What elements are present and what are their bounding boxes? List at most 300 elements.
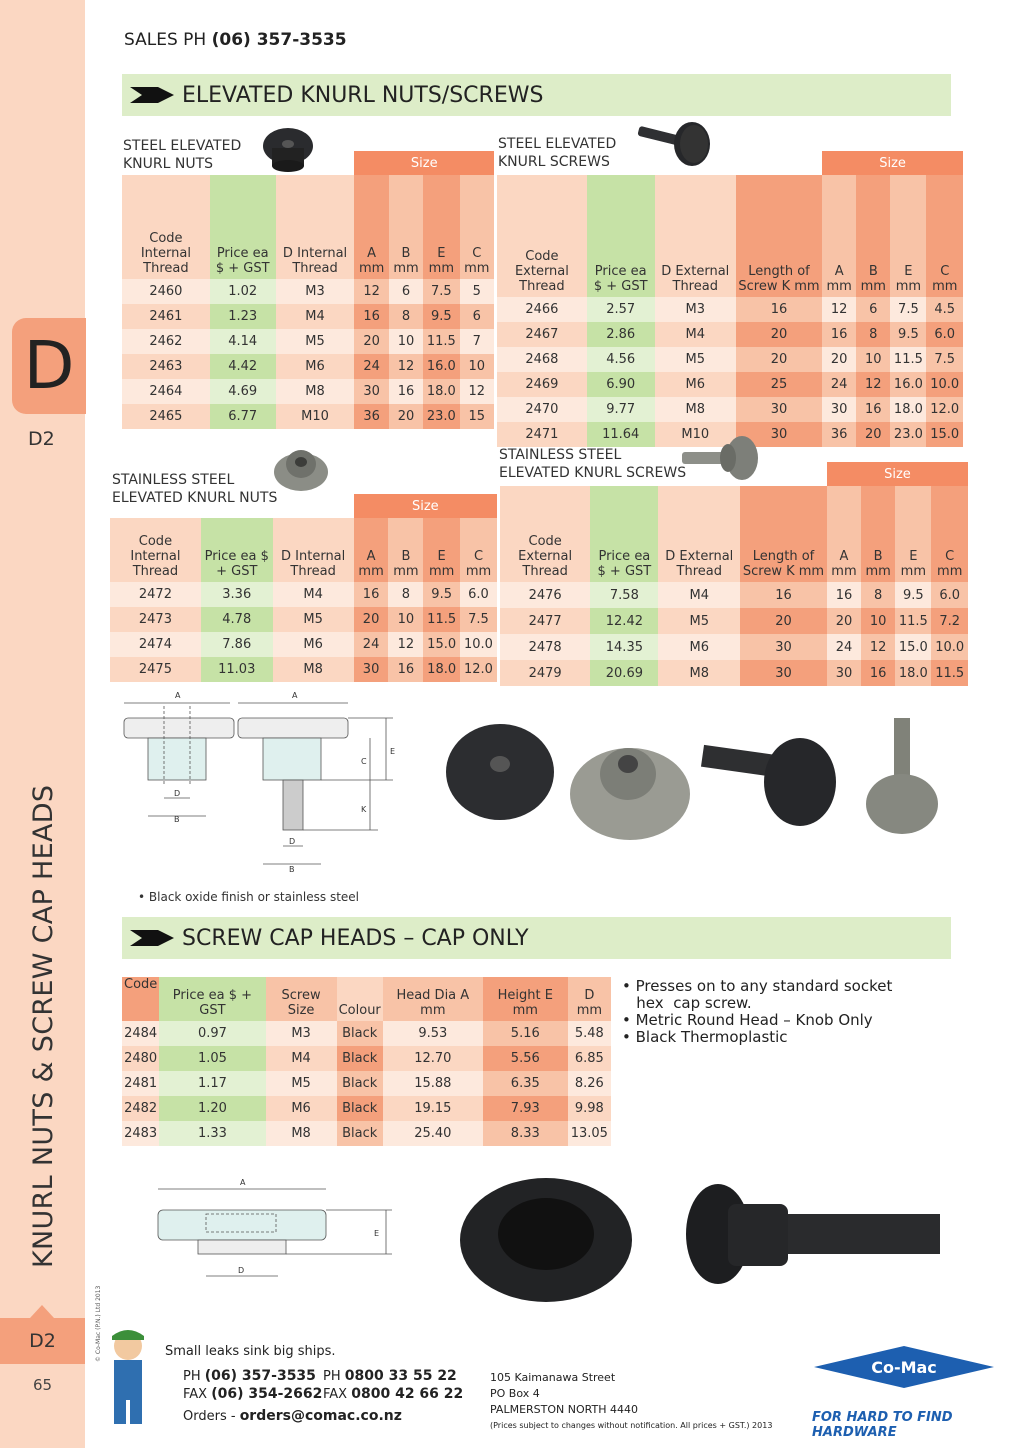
- table-cell: 30: [822, 397, 856, 422]
- stainless-nut-photo: [272, 442, 330, 492]
- table-cell: 7.5: [890, 297, 926, 322]
- label-line: STEEL ELEVATED: [123, 138, 242, 154]
- feature-item: hex cap screw.: [622, 994, 752, 1012]
- table-cell: M4: [276, 304, 355, 329]
- table-cell: 6.35: [483, 1071, 568, 1096]
- table-cell: M8: [273, 657, 354, 682]
- table-cell: 6: [389, 279, 423, 304]
- table-cell: 24: [354, 354, 388, 379]
- table-cell: 2470: [497, 397, 587, 422]
- table-cell: 2476: [500, 582, 590, 608]
- label-line: ELEVATED KNURL SCREWS: [499, 465, 687, 481]
- table-cell: 11.64: [587, 422, 655, 447]
- table-cell: 18.0: [423, 657, 460, 682]
- table-cell: 7.2: [931, 608, 968, 634]
- table-cell: 12: [856, 372, 890, 397]
- table-cell: 8: [856, 322, 890, 347]
- column-header: Colour: [337, 977, 383, 1021]
- table-row: [500, 660, 968, 686]
- table-cell: 30: [736, 422, 822, 447]
- column-header: Price ea $ + GST: [210, 175, 276, 279]
- table-cell: 3.36: [201, 582, 273, 607]
- table-cell: 12.70: [383, 1046, 483, 1071]
- table-cell: 5.48: [568, 1021, 611, 1046]
- table-cell: 15.88: [383, 1071, 483, 1096]
- table-cell: 15.0: [926, 422, 963, 447]
- size-header: Size: [354, 494, 497, 518]
- table-cell: 8: [389, 304, 423, 329]
- dim-label-b: B: [174, 815, 180, 824]
- table-cell: 11.5: [895, 608, 931, 634]
- table-row: [497, 322, 963, 347]
- column-header: Price ea $ + GST: [159, 977, 265, 1021]
- table-cell: Black: [337, 1021, 383, 1046]
- table-cell: 11.03: [201, 657, 273, 682]
- table-cell: M10: [655, 422, 736, 447]
- comac-logo: [812, 1344, 997, 1390]
- page-number: 65: [33, 1376, 53, 1394]
- table-cell: 2474: [110, 632, 201, 657]
- table-cell: 18.0: [890, 397, 926, 422]
- orders-email-link[interactable]: orders@comac.co.nz: [239, 1408, 402, 1424]
- table-cell: M5: [273, 607, 354, 632]
- column-header: E mm: [423, 518, 460, 582]
- table-cell: Black: [337, 1046, 383, 1071]
- table-cell: 8: [388, 582, 423, 607]
- label-line: STEEL ELEVATED: [498, 136, 617, 152]
- feature-item: • Black Thermoplastic: [622, 1028, 788, 1046]
- table-cell: 7.58: [590, 582, 658, 608]
- column-header: Height E mm: [483, 977, 568, 1021]
- table-cell: 36: [354, 404, 388, 429]
- table-row: [497, 372, 963, 397]
- table-cell: 16.0: [890, 372, 926, 397]
- bottom-section-tab: D2: [0, 1318, 85, 1364]
- column-header: Screw Size: [266, 977, 337, 1021]
- table-row: [497, 297, 963, 322]
- cap-heads-table: [122, 977, 611, 1146]
- table-cell: 11.5: [423, 329, 459, 354]
- dim-label-b: B: [289, 865, 295, 874]
- table-cell: 8.33: [483, 1121, 568, 1146]
- table-cell: Black: [337, 1071, 383, 1096]
- table-cell: 2475: [110, 657, 201, 682]
- table-cell: M4: [273, 582, 354, 607]
- table-cell: 2484: [122, 1021, 159, 1046]
- table-cell: M6: [276, 354, 355, 379]
- table-cell: 23.0: [423, 404, 459, 429]
- table-cell: 9.5: [423, 582, 460, 607]
- column-header: Price ea $ + GST: [590, 486, 658, 582]
- table-cell: 14.35: [590, 634, 658, 660]
- freefax-number: 0800 42 66 22: [351, 1386, 464, 1402]
- table-cell: 25.40: [383, 1121, 483, 1146]
- table-cell: 7.93: [483, 1096, 568, 1121]
- table-cell: 12: [822, 297, 856, 322]
- table-cell: 1.33: [159, 1121, 265, 1146]
- table-cell: 4.14: [210, 329, 276, 354]
- brand-tagline: FOR HARD TO FIND HARDWARE: [812, 1410, 953, 1440]
- table-cell: 16: [856, 397, 890, 422]
- size-header: Size: [822, 151, 963, 175]
- table-row: [122, 279, 494, 304]
- table-cell: 20: [736, 322, 822, 347]
- table-row: [122, 1046, 611, 1071]
- column-header: C mm: [460, 518, 497, 582]
- table-cell: 11.5: [931, 660, 968, 686]
- table-cell: 9.5: [895, 582, 931, 608]
- column-header: E mm: [895, 486, 931, 582]
- table-cell: 10: [389, 329, 423, 354]
- table-cell: 36: [822, 422, 856, 447]
- table-cell: 10.0: [931, 634, 968, 660]
- table-row: [500, 634, 968, 660]
- table-cell: 12: [460, 379, 495, 404]
- column-header: E mm: [423, 175, 459, 279]
- table-cell: M6: [655, 372, 736, 397]
- size-header: Size: [827, 462, 968, 486]
- sales-phone: (06) 357-3535: [211, 30, 347, 50]
- table-cell: 16: [736, 297, 822, 322]
- column-header: E mm: [890, 175, 926, 297]
- table-cell: 16: [388, 657, 423, 682]
- table-cell: 11.5: [890, 347, 926, 372]
- table-cell: 16: [389, 379, 423, 404]
- column-header: Price ea $ + GST: [201, 518, 273, 582]
- table-cell: 2461: [122, 304, 210, 329]
- table-cell: 16: [822, 322, 856, 347]
- table-cell: 30: [354, 379, 388, 404]
- column-header: B mm: [856, 175, 890, 297]
- table-cell: 24: [822, 372, 856, 397]
- table-cell: 4.56: [587, 347, 655, 372]
- table-cell: 8: [861, 582, 895, 608]
- table-cell: M4: [266, 1046, 337, 1071]
- table-row: [110, 607, 497, 632]
- table-cell: 19.15: [383, 1096, 483, 1121]
- table-cell: 15.0: [895, 634, 931, 660]
- table-cell: 6.90: [587, 372, 655, 397]
- table-cell: 4.5: [926, 297, 963, 322]
- table-cell: 18.0: [895, 660, 931, 686]
- table-cell: 16: [354, 304, 388, 329]
- table-cell: M3: [276, 279, 355, 304]
- table-cell: 2478: [500, 634, 590, 660]
- table-cell: 20: [354, 329, 388, 354]
- table-cell: M5: [658, 608, 740, 634]
- table-cell: 6.77: [210, 404, 276, 429]
- table-cell: 10: [388, 607, 423, 632]
- table-cell: 10.0: [926, 372, 963, 397]
- table-cell: M10: [276, 404, 355, 429]
- footer-fax-line: [183, 1386, 322, 1402]
- logo-text: Co-Mac: [871, 1358, 937, 1377]
- ss-nuts-table: [110, 494, 497, 682]
- table-cell: M5: [276, 329, 355, 354]
- table-cell: 12: [388, 632, 423, 657]
- column-header: D External Thread: [655, 175, 736, 297]
- table-cell: M4: [658, 582, 740, 608]
- table-cell: 2471: [497, 422, 587, 447]
- dim-label-k: K: [361, 805, 367, 814]
- column-header: D Internal Thread: [276, 175, 355, 279]
- table-cell: 24: [827, 634, 861, 660]
- cap-dimension-diagram: [148, 1174, 398, 1290]
- table-cell: M4: [655, 322, 736, 347]
- column-header: A mm: [827, 486, 861, 582]
- table-cell: 7.5: [460, 607, 497, 632]
- table-cell: 2464: [122, 379, 210, 404]
- table-cell: 12: [389, 354, 423, 379]
- table-cell: M3: [266, 1021, 337, 1046]
- table-cell: 30: [827, 660, 861, 686]
- table-cell: 9.5: [423, 304, 459, 329]
- table-cell: 6: [856, 297, 890, 322]
- table-cell: 20: [354, 607, 389, 632]
- label-line: KNURL NUTS: [123, 156, 214, 172]
- table-cell: 2477: [500, 608, 590, 634]
- table-cell: 9.77: [587, 397, 655, 422]
- table-cell: 20: [822, 347, 856, 372]
- fax-label: FAX: [183, 1387, 208, 1402]
- label-line: ELEVATED KNURL NUTS: [112, 490, 278, 506]
- table-cell: 1.02: [210, 279, 276, 304]
- footer-motto: Small leaks sink big ships.: [165, 1344, 336, 1359]
- address-line: PALMERSTON NORTH 4440: [490, 1403, 638, 1416]
- table-cell: 20.69: [590, 660, 658, 686]
- table-cell: 1.05: [159, 1046, 265, 1071]
- table-cell: Black: [337, 1096, 383, 1121]
- ss-screws-table: [500, 462, 968, 686]
- fax-number: (06) 354-2662: [211, 1386, 323, 1402]
- table-cell: 9.98: [568, 1096, 611, 1121]
- column-header: D Internal Thread: [273, 518, 354, 582]
- table-cell: 20: [856, 422, 890, 447]
- table-cell: 18.0: [423, 379, 459, 404]
- table-cell: 24: [354, 632, 389, 657]
- table-row: [122, 304, 494, 329]
- table-cell: M6: [273, 632, 354, 657]
- dim-label-a: A: [240, 1178, 246, 1187]
- table-cell: 7.5: [926, 347, 963, 372]
- sales-label: SALES PH: [124, 30, 207, 50]
- column-header: Length of Screw K mm: [736, 175, 822, 297]
- table-row: [110, 657, 497, 682]
- footer-phone-line: [183, 1368, 316, 1384]
- table-cell: 10.0: [460, 632, 497, 657]
- table-row: [122, 404, 494, 429]
- section-code: D2: [28, 428, 55, 450]
- table-cell: M5: [655, 347, 736, 372]
- address-line: 105 Kaimanawa Street: [490, 1371, 616, 1384]
- fax-label: FAX: [323, 1387, 348, 1402]
- table-cell: 2465: [122, 404, 210, 429]
- footer-orders-line: [183, 1408, 402, 1424]
- column-header: A mm: [822, 175, 856, 297]
- table-cell: M6: [266, 1096, 337, 1121]
- section-title: ELEVATED KNURL NUTS/SCREWS: [182, 82, 544, 108]
- section-title: SCREW CAP HEADS – CAP ONLY: [182, 925, 529, 951]
- table-cell: 6: [460, 304, 495, 329]
- table-cell: 2466: [497, 297, 587, 322]
- table-cell: 20: [827, 608, 861, 634]
- table-cell: 2462: [122, 329, 210, 354]
- sales-phone-header: [124, 30, 347, 50]
- table-cell: 12.0: [460, 657, 497, 682]
- table-cell: 12.42: [590, 608, 658, 634]
- table-row: [122, 379, 494, 404]
- table-cell: 12: [861, 634, 895, 660]
- table-cell: 2460: [122, 279, 210, 304]
- table-cell: 2468: [497, 347, 587, 372]
- table-cell: 6.0: [926, 322, 963, 347]
- dim-label-e: E: [390, 747, 396, 756]
- table-row: [122, 1096, 611, 1121]
- table-cell: 12.0: [926, 397, 963, 422]
- table-row: [122, 329, 494, 354]
- dim-label-d: D: [238, 1266, 245, 1275]
- phone-number: (06) 357-3535: [204, 1368, 316, 1384]
- table-cell: 10: [856, 347, 890, 372]
- table-cell: 1.20: [159, 1096, 265, 1121]
- table-cell: 30: [740, 634, 827, 660]
- footer-freephone-line: [323, 1368, 457, 1384]
- dim-label-a: A: [292, 691, 298, 700]
- table-cell: 2467: [497, 322, 587, 347]
- column-header: Code: [122, 977, 159, 1021]
- column-header: Code Internal Thread: [110, 518, 201, 582]
- column-header: Code Internal Thread: [122, 175, 210, 279]
- address-line: PO Box 4: [490, 1387, 540, 1400]
- table-cell: 23.0: [890, 422, 926, 447]
- footer-disclaimer: (Prices subject to changes without notification. All prices + GST.) 2013: [490, 1421, 773, 1430]
- column-header: D mm: [568, 977, 611, 1021]
- table-cell: 1.23: [210, 304, 276, 329]
- table-cell: 10: [861, 608, 895, 634]
- table-cell: 20: [389, 404, 423, 429]
- column-header: Price ea $ + GST: [587, 175, 655, 297]
- table-cell: M6: [658, 634, 740, 660]
- table-cell: 30: [736, 397, 822, 422]
- table-cell: 16: [740, 582, 827, 608]
- table-cell: 13.05: [568, 1121, 611, 1146]
- table-cell: 7: [460, 329, 495, 354]
- section-banner-knurl: [122, 74, 951, 116]
- section-banner-caps: [122, 917, 951, 959]
- table-cell: M8: [276, 379, 355, 404]
- copyright-note: © Co-Mac (P.N.) Ltd 2013: [95, 1285, 102, 1362]
- column-header: Code External Thread: [500, 486, 590, 582]
- steel-screws-table: [497, 151, 963, 447]
- finish-note: • Black oxide finish or stainless steel: [138, 890, 359, 904]
- column-header: C mm: [460, 175, 495, 279]
- table-cell: 7.86: [201, 632, 273, 657]
- table-cell: 9.5: [890, 322, 926, 347]
- table-cell: 30: [740, 660, 827, 686]
- table-cell: 7.5: [423, 279, 459, 304]
- label-line: STAINLESS STEEL: [112, 472, 235, 488]
- vertical-section-title: KNURL NUTS & SCREW CAP HEADS: [28, 784, 59, 1268]
- section-tab-letter: D: [12, 318, 86, 414]
- footer-address: [490, 1370, 638, 1418]
- column-header: B mm: [861, 486, 895, 582]
- column-header: C mm: [926, 175, 963, 297]
- label-line: STAINLESS STEEL: [499, 447, 622, 463]
- table-cell: 2473: [110, 607, 201, 632]
- table-cell: 1.17: [159, 1071, 265, 1096]
- table-cell: 2481: [122, 1071, 159, 1096]
- dim-label-a: A: [175, 691, 181, 700]
- steel-nuts-table: [122, 151, 494, 429]
- table-row: [110, 632, 497, 657]
- feature-item: • Metric Round Head – Knob Only: [622, 1011, 873, 1029]
- table-cell: M8: [266, 1121, 337, 1146]
- table-cell: 2469: [497, 372, 587, 397]
- table-cell: 2482: [122, 1096, 159, 1121]
- table-cell: 2483: [122, 1121, 159, 1146]
- table-cell: 4.78: [201, 607, 273, 632]
- table-cell: 16: [354, 582, 389, 607]
- column-header: Length of Screw K mm: [740, 486, 827, 582]
- column-header: Code External Thread: [497, 175, 587, 297]
- table-cell: 2.86: [587, 322, 655, 347]
- table-cell: 2.57: [587, 297, 655, 322]
- table-row: [122, 1021, 611, 1046]
- table-row: [500, 608, 968, 634]
- table-cell: Black: [337, 1121, 383, 1146]
- table-cell: 20: [736, 347, 822, 372]
- table-row: [110, 582, 497, 607]
- table-cell: 2472: [110, 582, 201, 607]
- phone-label: PH: [183, 1369, 201, 1384]
- table-cell: 5.16: [483, 1021, 568, 1046]
- table-cell: 30: [354, 657, 389, 682]
- cap-features-list: [622, 978, 892, 1046]
- dim-label-d: D: [174, 789, 181, 798]
- table-cell: M3: [655, 297, 736, 322]
- dim-label-c: C: [361, 757, 367, 766]
- table-cell: 20: [740, 608, 827, 634]
- footer-freefax-line: [323, 1386, 463, 1402]
- table-cell: 12: [354, 279, 388, 304]
- table-cell: 2463: [122, 354, 210, 379]
- column-header: A mm: [354, 175, 388, 279]
- table-cell: 6.0: [931, 582, 968, 608]
- table-cell: 10: [460, 354, 495, 379]
- arrow-icon: [130, 85, 174, 105]
- orders-label: Orders -: [183, 1409, 236, 1424]
- phone-label: PH: [323, 1369, 341, 1384]
- table-row: [497, 347, 963, 372]
- table-cell: 5.56: [483, 1046, 568, 1071]
- table-cell: 8.26: [568, 1071, 611, 1096]
- column-header: C mm: [931, 486, 968, 582]
- table-cell: 15: [460, 404, 495, 429]
- table-cell: 25: [736, 372, 822, 397]
- column-header: Head Dia A mm: [383, 977, 483, 1021]
- table-row: [122, 1071, 611, 1096]
- table-cell: 15.0: [423, 632, 460, 657]
- cap-products-photo: [458, 1176, 948, 1306]
- table-cell: 4.42: [210, 354, 276, 379]
- dim-label-d: D: [289, 837, 296, 846]
- table-cell: 16.0: [423, 354, 459, 379]
- table-cell: 11.5: [423, 607, 460, 632]
- table-row: [500, 582, 968, 608]
- table-cell: M8: [655, 397, 736, 422]
- table-cell: 16: [827, 582, 861, 608]
- table-cell: 0.97: [159, 1021, 265, 1046]
